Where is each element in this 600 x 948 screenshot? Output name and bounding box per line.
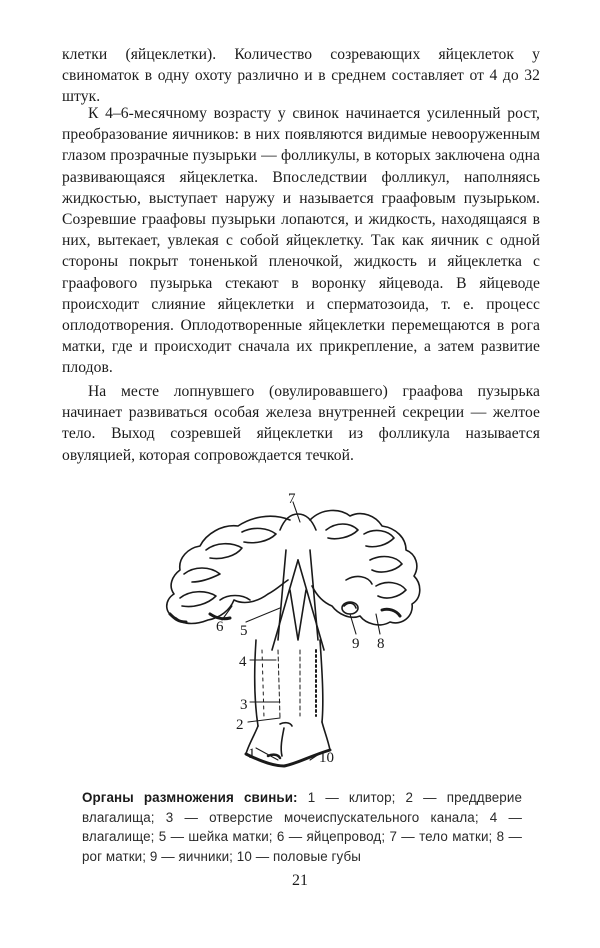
figure-label-6: 6 bbox=[216, 619, 224, 635]
organs-illustration bbox=[150, 490, 450, 780]
figure-label-2: 2 bbox=[236, 717, 244, 733]
figure-label-9: 9 bbox=[352, 636, 360, 652]
paragraph-1 bbox=[62, 44, 540, 108]
reproductive-organs-figure bbox=[150, 490, 450, 780]
paragraph-text: К 4–6-месячному возрасту у свинок начинается усиленный рост, преобразование яичников: в них появляются видимые невооруженным глазом прозрачные пузырьки — фолликулы, в которых заключена одна развивающаяся яйцеклетка. Впоследствии фолликул, наполняясь жидкостью, выступает наружу и называется граафовым пузырьком. Созревшие граафовы пузырьки лопаются, и жидкость, находящаяся в них, вытекает, увлекая с собой яйцеклетку. Так как яичник с одной стороны покрыт тоненькой пленочкой, жидкость и яйцеклетка с граафового пузырька стекают в воронку яйцевода. В яйцеводе происходит слияние яйцеклетки и сперматозоида, т. е. процесс оплодотворения. Оплодотворенные яйцеклетки перемещаются в рога матки, где и происходит сначала их прикрепление, а затем развитие плодов. bbox=[62, 105, 540, 377]
paragraph-text: На месте лопнувшего (овулировавшего) граафова пузырька начинает развиваться особая железа внутренней секреции — желтое тело. Выход созревшей яйцеклетки из фолликула называется овуляцией, которая сопровождается течкой. bbox=[62, 383, 540, 464]
figure-label-8: 8 bbox=[377, 636, 385, 652]
paragraph-2 bbox=[62, 103, 540, 379]
figure-label-1: 1 bbox=[248, 746, 256, 762]
figure-label-3: 3 bbox=[240, 697, 248, 713]
paragraph-text: клетки (яйцеклетки). Количество созревающих яйцеклеток у свиноматок в одну охоту различно и в среднем составляет от 4 до 32 штук. bbox=[62, 46, 540, 106]
caption-title: Органы размножения свиньи: bbox=[82, 790, 298, 805]
paragraph-3 bbox=[62, 381, 540, 466]
page-number: 21 bbox=[292, 872, 308, 889]
figure-label-5: 5 bbox=[240, 623, 248, 639]
figure-caption bbox=[82, 788, 522, 866]
figure-label-4: 4 bbox=[239, 654, 247, 670]
caption-text: 1 — клитор; 2 — преддверие влагалища; 3 — отверстие мочеиспускательного канала; 4 — влагалище; 5 — шейка матки; 6 — яйцепровод; 7 — тело матки; 8 — рог матки; 9 — яичники; 10 — половые губы bbox=[82, 790, 522, 864]
figure-label-10: 10 bbox=[319, 750, 334, 766]
figure-label-7: 7 bbox=[288, 491, 296, 507]
